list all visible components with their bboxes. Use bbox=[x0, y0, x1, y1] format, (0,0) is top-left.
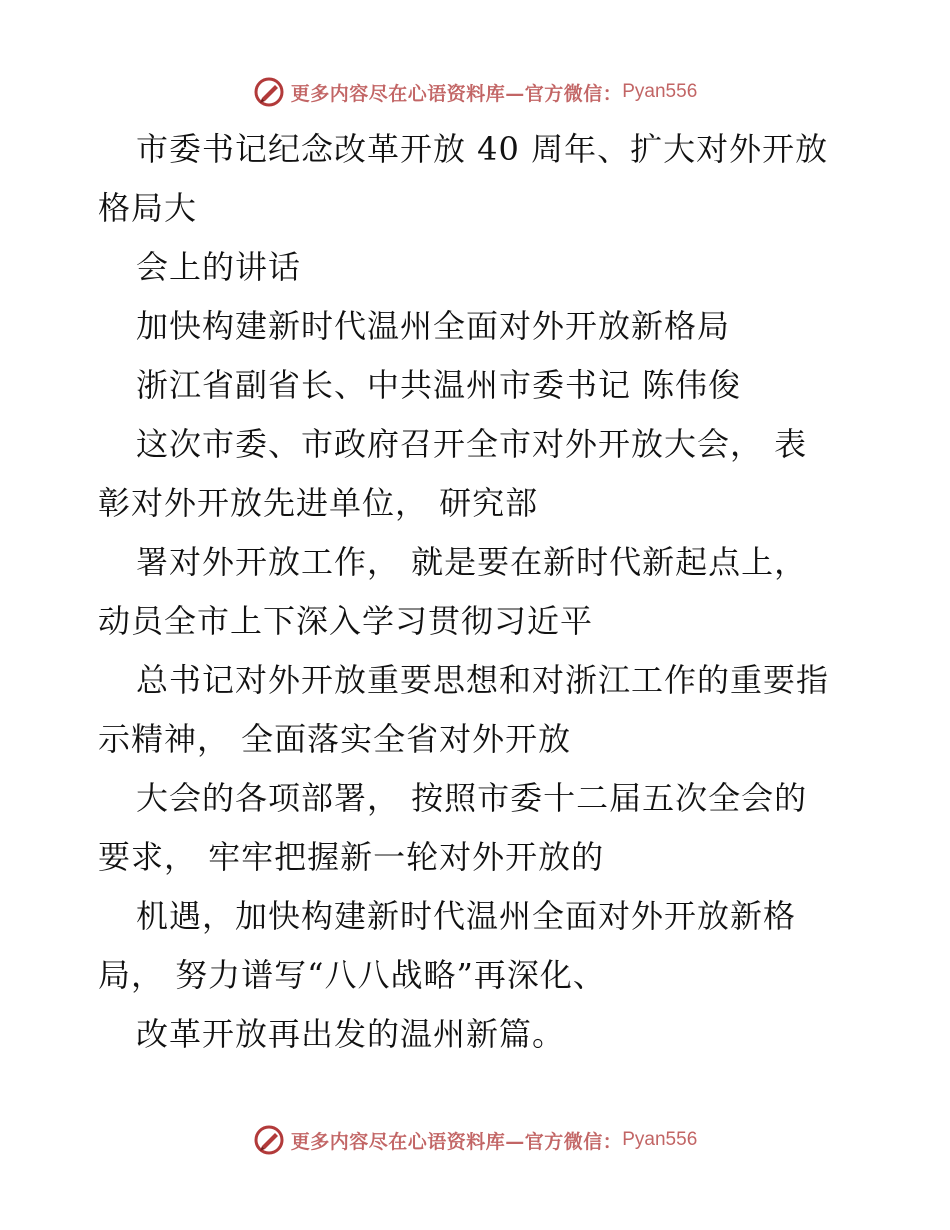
text-line: 彰对外开放先进单位， 研究部 bbox=[98, 484, 539, 522]
text-line: 署对外开放工作， 就是要在新时代新起点上， bbox=[136, 543, 808, 581]
text-line: 这次市委、市政府召开全市对外开放大会， 表 bbox=[136, 425, 808, 463]
text-line: 格局大 bbox=[98, 189, 198, 227]
footer-watermark bbox=[0, 1120, 950, 1160]
text-line: 加快构建新时代温州全面对外开放新格局 bbox=[136, 307, 731, 345]
text-line: 要求， 牢牢把握新一轮对外开放的 bbox=[98, 838, 605, 876]
watermark-text: 更多内容尽在心语资料库—官方微信： bbox=[290, 1130, 623, 1153]
text-line: 市委书记纪念改革开放 40 周年、扩大对外开放 bbox=[136, 130, 829, 168]
text-line: 总书记对外开放重要思想和对浙江工作的重要指 bbox=[136, 661, 830, 699]
watermark-wechat-id: Pyan556 bbox=[622, 81, 698, 102]
text-line: 大会的各项部署， 按照市委十二届五次全会的 bbox=[136, 779, 808, 817]
document-body bbox=[98, 120, 858, 1064]
text-line: 示精神， 全面落实全省对外开放 bbox=[98, 720, 572, 758]
red-pen-logo-icon bbox=[253, 1124, 285, 1156]
text-line: 改革开放再出发的温州新篇。 bbox=[136, 1015, 566, 1053]
watermark-text: 更多内容尽在心语资料库—官方微信： bbox=[290, 82, 623, 105]
text-line: 浙江省副省长、中共温州市委书记 陈伟俊 bbox=[136, 366, 742, 404]
header-watermark bbox=[0, 72, 950, 112]
red-pen-logo-icon bbox=[253, 76, 285, 108]
text-line: 局， 努力谱写“八八战略”再深化、 bbox=[98, 956, 606, 994]
text-line: 动员全市上下深入学习贯彻习近平 bbox=[98, 602, 594, 640]
text-line: 会上的讲话 bbox=[136, 248, 302, 286]
text-line: 机遇，加快构建新时代温州全面对外开放新格 bbox=[136, 897, 797, 935]
watermark-wechat-id: Pyan556 bbox=[622, 1129, 698, 1150]
